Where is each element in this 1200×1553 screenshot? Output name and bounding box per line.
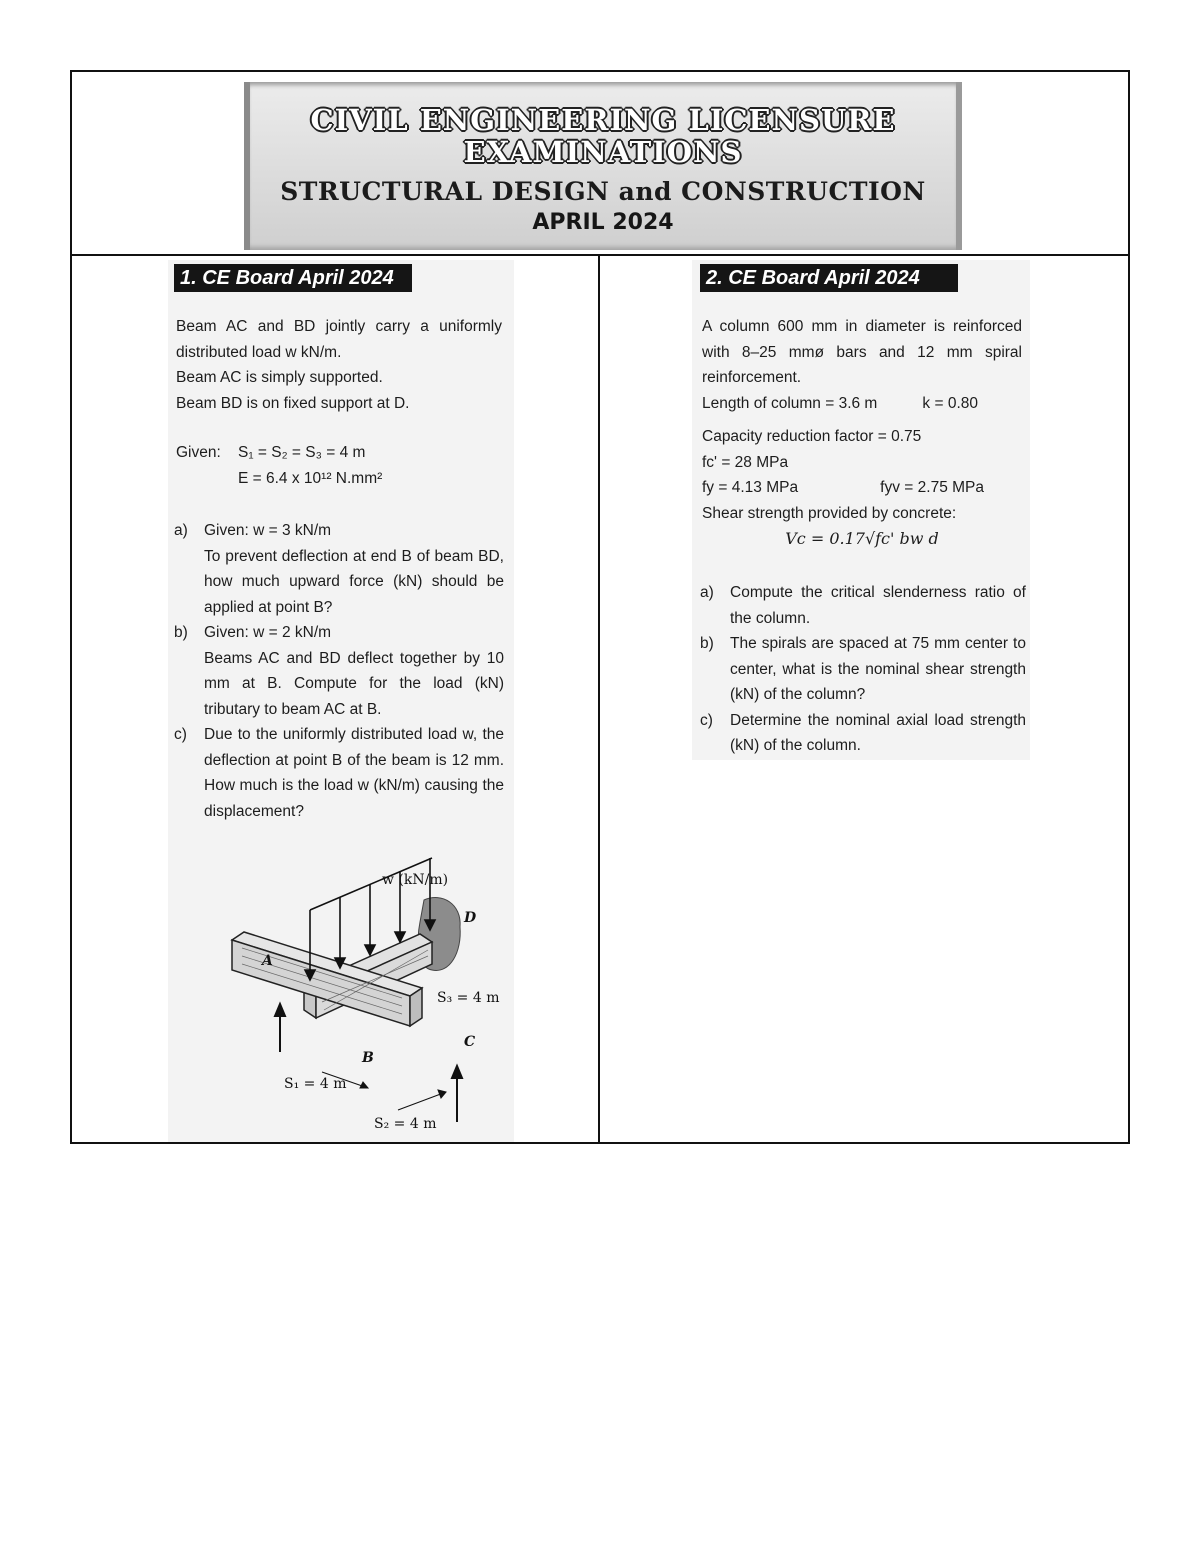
list-item [174, 518, 504, 620]
column-length: Length of column = 3.6 m [702, 394, 878, 412]
beam-diagram [192, 852, 500, 1142]
shear-label: Shear strength provided by concrete: [702, 504, 957, 522]
header-cell [72, 72, 1128, 256]
s2-label: S₂ = 4 m [374, 1116, 437, 1132]
shear-formula: Vc = 0.17√fc' bw d [785, 529, 939, 548]
item-text: Due to the uniformly distributed load w, the deflection at point B of the beam is 12 mm. How much is the load w (kN/m) causing the displacement? [204, 726, 504, 820]
problem-1-tag: 1. CE Board April 2024 [174, 264, 412, 292]
problem-1-cell [72, 256, 600, 1142]
list-item [700, 580, 1026, 631]
problem-2-given [702, 424, 1022, 552]
capacity-reduction: Capacity reduction factor = 0.75 [702, 428, 922, 445]
subject-title: STRUCTURAL DESIGN and CONSTRUCTION [280, 177, 926, 206]
label-c: C [464, 1034, 476, 1050]
k-factor: k = 0.80 [922, 394, 978, 412]
problem-2-intro [702, 314, 1022, 416]
problem-1-items [174, 518, 504, 824]
steel-yield: fy = 4.13 MPa [702, 479, 799, 496]
intro-line: Beam AC and BD jointly carry a uniformly distributed load w kN/m. [176, 318, 502, 361]
concrete-strength: fc' = 28 MPa [702, 453, 789, 471]
label-d: D [464, 910, 477, 926]
title-line-2: EXAMINATIONS [463, 135, 743, 169]
intro-text: A column 600 mm in diameter is reinforced with 8–25 mmø bars and 12 mm spiral reinforcement. [702, 318, 1022, 386]
title-banner [244, 82, 962, 250]
s1-label: S₁ = 4 m [284, 1076, 347, 1092]
list-item [700, 631, 1026, 708]
load-label: w (kN/m) [382, 872, 449, 888]
item-label: a) [174, 522, 188, 539]
given-spans: S₁ = S₂ = S₃ = 4 m [238, 444, 366, 461]
item-text: Given: w = 2 kN/m Beams AC and BD deflect together by 10 mm at B. Compute for the load (kN) tributary to beam AC at B. [204, 624, 504, 718]
problem-2-items [700, 580, 1026, 759]
spiral-yield: fyv = 2.75 MPa [880, 479, 984, 496]
item-text: Compute the critical slenderness ratio of the column. [730, 584, 1026, 627]
item-label: a) [700, 584, 714, 601]
label-b: B [362, 1050, 374, 1066]
intro-line: Beam BD is on fixed support at D. [176, 394, 410, 412]
problem-2-cell [600, 256, 1128, 1142]
list-item [174, 722, 504, 824]
given-modulus: E = 6.4 x 10¹² N.mm² [238, 469, 383, 487]
list-item [700, 708, 1026, 759]
item-label: b) [174, 624, 188, 641]
page-frame [70, 70, 1130, 1144]
intro-line: Beam AC is simply supported. [176, 369, 383, 386]
problem-2-tag: 2. CE Board April 2024 [700, 264, 958, 292]
item-text: Given: w = 3 kN/m To prevent deflection at end B of beam BD, how much upward force (kN) should be applied at point B? [204, 522, 504, 616]
item-label: b) [700, 635, 714, 652]
item-text: Determine the nominal axial load strength (kN) of the column. [730, 711, 1026, 754]
problem-1-intro [176, 314, 502, 416]
list-item [174, 620, 504, 722]
item-label: c) [174, 726, 187, 743]
s3-label: S₃ = 4 m [437, 990, 500, 1006]
label-a: A [262, 953, 273, 969]
title-line-1: CIVIL ENGINEERING LICENSURE [310, 103, 896, 137]
given-label: Given: [176, 444, 221, 461]
item-text: The spirals are spaced at 75 mm center to center, what is the nominal shear strength (kN) of the column? [730, 635, 1026, 703]
problem-1-given [176, 440, 506, 491]
exam-date: APRIL 2024 [532, 210, 674, 235]
item-label: c) [700, 711, 713, 729]
